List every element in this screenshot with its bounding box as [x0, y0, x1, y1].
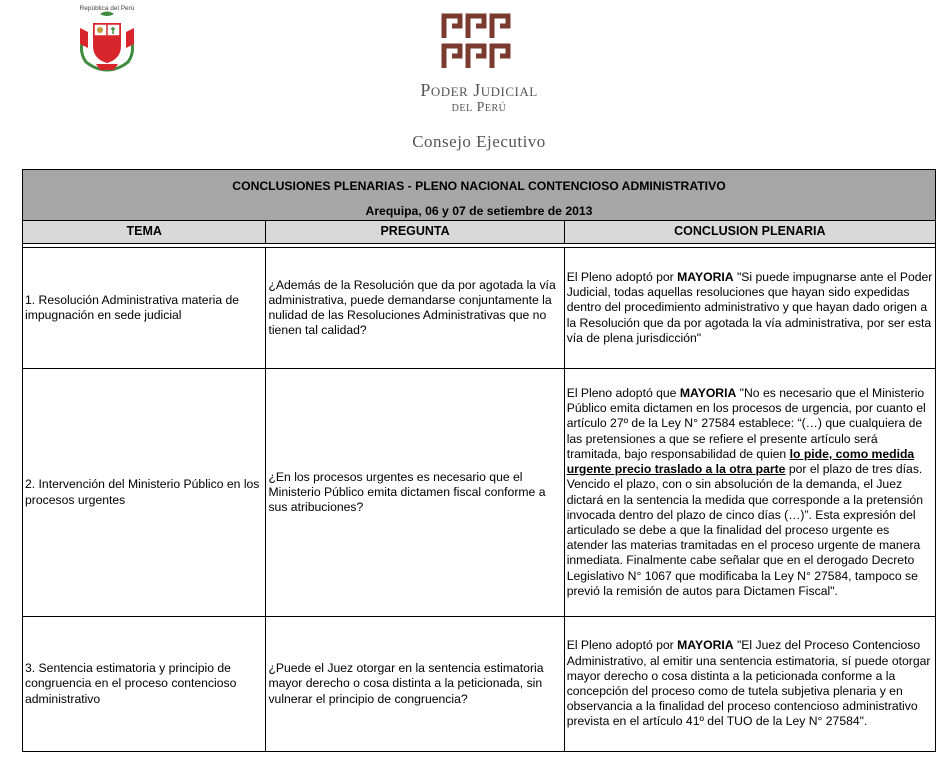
table-row	[23, 248, 936, 369]
column-header-pregunta: PREGUNTA	[266, 221, 564, 244]
conclusion-cell	[564, 617, 935, 752]
conclusion-text: "Si puede impugnarse ante el Poder Judicial, todas aquellas resoluciones que hayan sido expedidas dentro del procedimiento administrativo y que hayan dado origen a la Resolución que da por agotada la vía administrativa, por ser esta vía de plena jurisdicción"	[566, 269, 933, 345]
pregunta-cell: ¿Además de la Resolución que da por agotada la vía administrativa, puede demandarse conjuntamente la nulidad de las Resoluciones Administrativas que no tienen tal calidad?	[266, 248, 564, 369]
table-subtitle: Arequipa, 06 y 07 de setiembre de 2013	[365, 204, 593, 219]
pregunta-cell: ¿En los procesos urgentes es necesario que el Ministerio Público emita dictamen fiscal conforme a sus atribuciones?	[266, 369, 564, 617]
conclusion-prefix: El Pleno adoptó por	[566, 638, 678, 653]
conclusion-prefix: El Pleno adoptó por	[566, 269, 678, 284]
council-name: Consejo Ejecutivo	[412, 132, 546, 151]
conclusion-cell	[564, 248, 935, 369]
institution-name: Poder Judicial	[420, 80, 538, 100]
crest-caption: República del Perú	[79, 5, 135, 12]
column-header-tema: TEMA	[23, 221, 266, 244]
institution-subtitle: del Perú	[451, 100, 507, 115]
tema-cell: 3. Sentencia estimatoria y principio de congruencia en el proceso contencioso administrativo	[23, 617, 266, 752]
table-header-row	[23, 221, 936, 244]
peru-coat-of-arms-icon	[76, 6, 138, 72]
table-row	[23, 617, 936, 752]
tema-cell: 2. Intervención del Ministerio Público en los procesos urgentes	[23, 369, 266, 617]
conclusion-cell	[564, 369, 935, 617]
conclusion-text-continued: por el plazo de tres días. Vencido el plazo, con o sin absolución de la demanda, el Juez dictará en la sentencia la medida que corresponde a la pretensión invocada dentro del plazo de cinco días (…)”. Esta expresión del articulado se debe a que la finalidad del proceso urgente es atender las materias tramitadas en el proceso urgente de manera inmediata. Finalmente cabe señalar que en el derogado Decreto Legislativo N° 1067 que modificaba la Ley N° 27584, tampoco se previó la remisión de autos para Dictamen Fiscal".	[566, 462, 924, 598]
tema-cell: 1. Resolución Administrativa materia de impugnación en sede judicial	[23, 248, 266, 369]
conclusion-majority: MAYORIA	[677, 638, 734, 653]
poder-judicial-logo-icon	[440, 12, 514, 72]
table-title-row	[23, 170, 936, 221]
table-title: CONCLUSIONES PLENARIAS - PLENO NACIONAL CONTENCIOSO ADMINISTRATIVO	[232, 179, 726, 193]
conclusion-text: "El Juez del Proceso Contencioso Administrativo, al emitir una sentencia estimatoria, sí puede otorgar mayor derecho o cosa distinta a la peticionada conforme a la concepción del proceso como de tutela subjetiva plenaria y en observancia a la finalidad del proceso contencioso administrativo prevista en el artículo 41º del TUO de la Ley N° 27584".	[566, 638, 931, 729]
conclusions-table	[22, 169, 936, 752]
column-header-conclusion: CONCLUSION PLENARIA	[564, 221, 935, 244]
conclusion-majority: MAYORIA	[679, 386, 737, 401]
conclusion-prefix: El Pleno adoptó que	[566, 386, 680, 401]
conclusion-majority: MAYORIA	[677, 269, 734, 284]
table-row	[23, 369, 936, 617]
conclusion-underlined: lo pide, como medida urgente precio traslado a la otra parte	[566, 446, 915, 477]
conclusion-text: "No es necesario que el Ministerio Público emita dictamen en los procesos de urgencia, por cuanto el artículo 27º de la Ley N° 27584 establece: “(…) que cualquiera de las pretensiones a que se refiere el presente artículo será tramitada, bajo responsabilidad de quien	[566, 386, 926, 461]
pregunta-cell: ¿Puede el Juez otorgar en la sentencia estimatoria mayor derecho o cosa distinta a la peticionada, sin vulnerar el principio de congruencia?	[266, 617, 564, 752]
